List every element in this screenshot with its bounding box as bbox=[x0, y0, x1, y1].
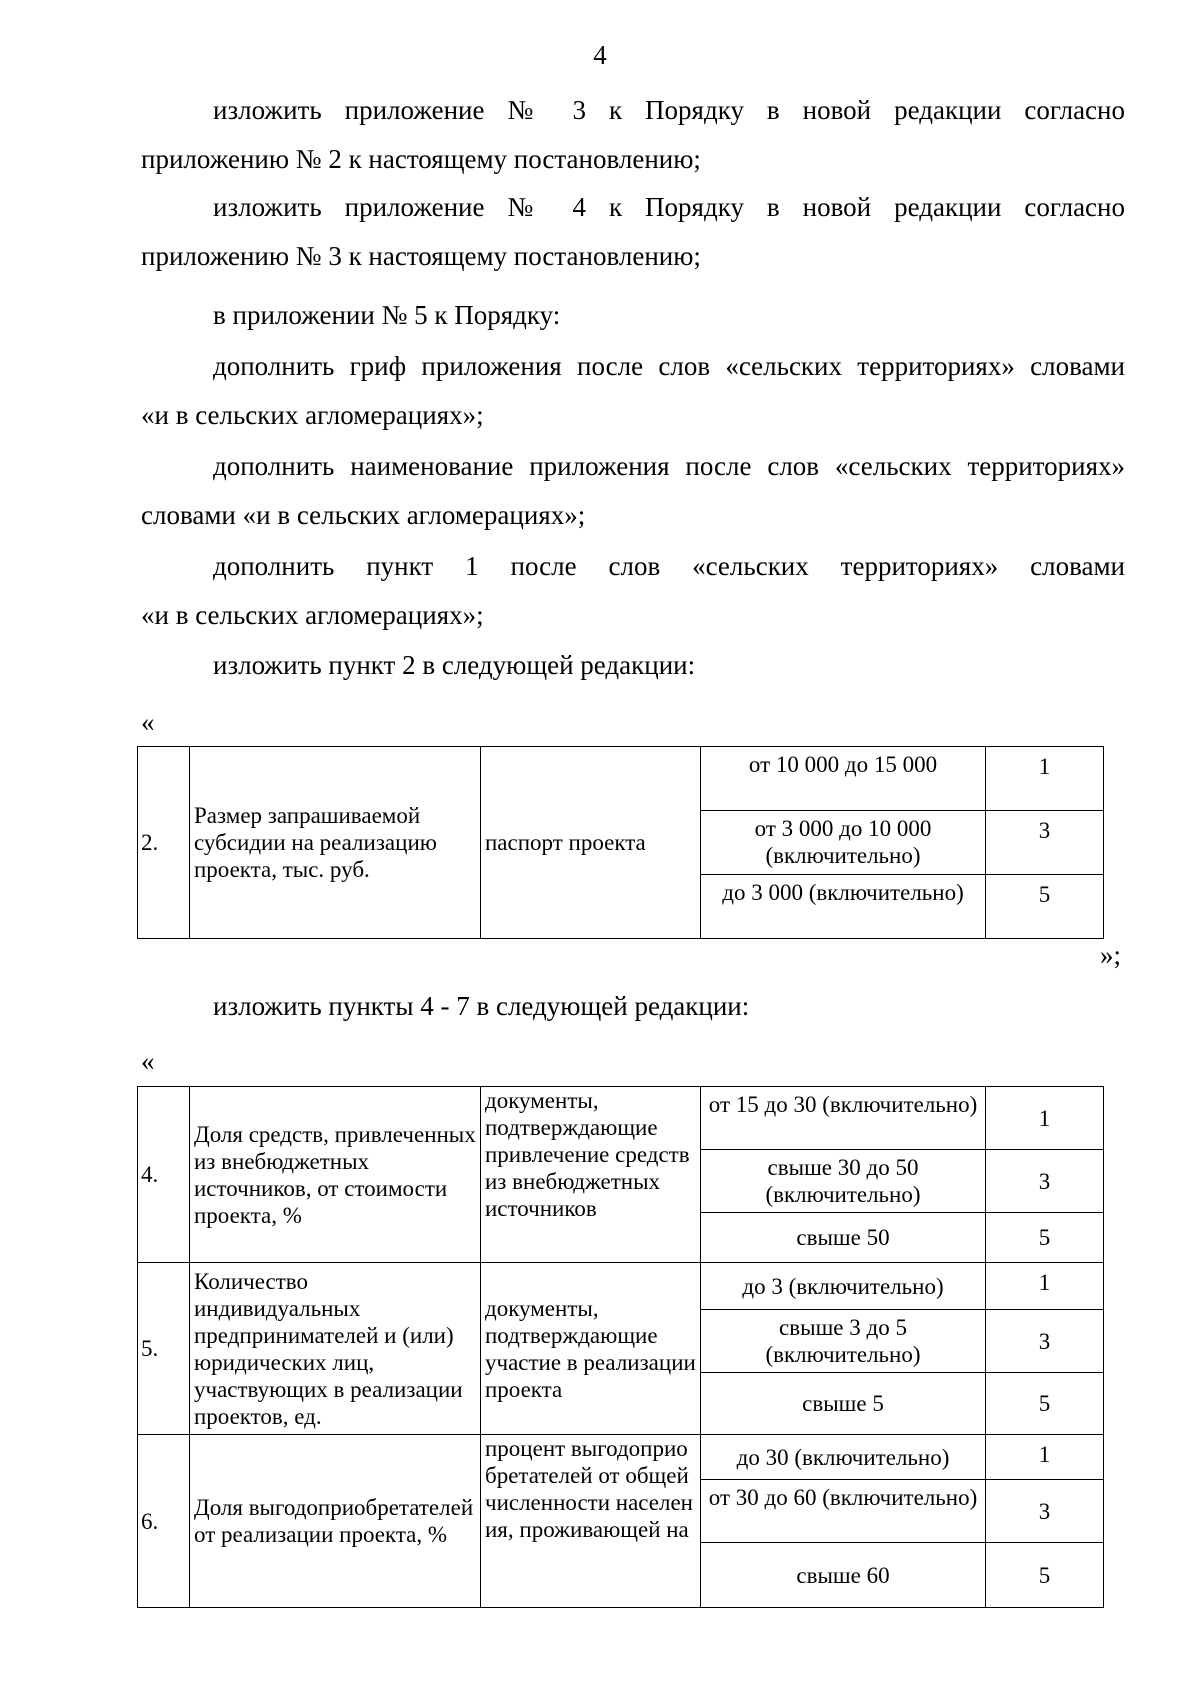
range-cell: до 30 (включительно) bbox=[701, 1435, 986, 1480]
source-cell: процент выгодоприобретателей от общей численности населения, проживающей на bbox=[481, 1435, 701, 1608]
range-cell: свыше 30 до 50 (включительно) bbox=[701, 1150, 986, 1213]
criteria-table-point-2 bbox=[137, 746, 1104, 939]
criterion-cell: Количество индивидуальных предпринимателей и (или) юридических лиц, участвующих в реализации проектов, ед. bbox=[190, 1263, 481, 1435]
criterion-cell: Доля выгодоприобретателей от реализации проекта, % bbox=[190, 1435, 481, 1608]
table-row bbox=[138, 1435, 1104, 1480]
paragraph-annex-3 bbox=[141, 86, 1125, 184]
source-cell: документы, подтверждающие участие в реализации проекта bbox=[481, 1263, 701, 1435]
source-cell: документы, подтверждающие привлечение средств из внебюджетных источников bbox=[481, 1087, 701, 1263]
criteria-table-points-4-7 bbox=[137, 1086, 1104, 1608]
range-cell: до 3 000 (включительно) bbox=[701, 875, 986, 939]
paragraph-point-2: изложить пункт 2 в следующей редакции: bbox=[213, 650, 696, 680]
paragraph-name bbox=[141, 442, 1125, 540]
paragraph-points-4-7: изложить пункты 4 - 7 в следующей редакции: bbox=[213, 991, 750, 1021]
paragraph-line: дополнить гриф приложения после слов «сельских территориях» словами bbox=[213, 351, 1125, 381]
page-number: 4 bbox=[593, 40, 607, 70]
paragraph-line: словами «и в сельских агломерациях»; bbox=[141, 500, 586, 530]
paragraph-line: приложению № 2 к настоящему постановлению; bbox=[141, 144, 701, 174]
criterion-cell: Доля средств, привлеченных из внебюджетных источников, от стоимости проекта, % bbox=[190, 1087, 481, 1263]
paragraph-line: приложению № 3 к настоящему постановлению; bbox=[141, 241, 701, 271]
table-row bbox=[138, 1263, 1104, 1310]
points-cell: 3 bbox=[986, 1310, 1104, 1373]
paragraph-line: изложить приложение № 3 к Порядку в новой редакции согласно bbox=[213, 95, 1125, 125]
paragraph-annex-4 bbox=[141, 183, 1125, 281]
row-number: 2. bbox=[138, 747, 190, 939]
points-cell: 3 bbox=[986, 1150, 1104, 1213]
paragraph-line: дополнить пункт 1 после слов «сельских территориях» словами bbox=[213, 551, 1125, 581]
points-cell: 3 bbox=[986, 811, 1104, 875]
paragraph-line: дополнить наименование приложения после слов «сельских территориях» bbox=[213, 451, 1125, 481]
criterion-cell: Размер запрашиваемой субсидии на реализацию проекта, тыс. руб. bbox=[190, 747, 481, 939]
points-cell: 1 bbox=[986, 1435, 1104, 1480]
paragraph-line: «и в сельских агломерациях»; bbox=[141, 600, 484, 630]
range-cell: свыше 60 bbox=[701, 1543, 986, 1608]
range-cell: свыше 3 до 5 (включительно) bbox=[701, 1310, 986, 1373]
close-quote: »; bbox=[1100, 940, 1122, 970]
points-cell: 5 bbox=[986, 1213, 1104, 1263]
range-cell: свыше 50 bbox=[701, 1213, 986, 1263]
points-cell: 1 bbox=[986, 747, 1104, 811]
range-cell: свыше 5 bbox=[701, 1373, 986, 1435]
range-cell: от 3 000 до 10 000 (включительно) bbox=[701, 811, 986, 875]
paragraph-stamp bbox=[141, 342, 1125, 440]
paragraph-line: изложить приложение № 4 к Порядку в новой редакции согласно bbox=[213, 192, 1125, 222]
points-cell: 1 bbox=[986, 1263, 1104, 1310]
source-cell: паспорт проекта bbox=[481, 747, 701, 939]
paragraph-line: «и в сельских агломерациях»; bbox=[141, 400, 484, 430]
row-number: 4. bbox=[138, 1087, 190, 1263]
points-cell: 5 bbox=[986, 875, 1104, 939]
paragraph-point-1 bbox=[141, 542, 1125, 640]
range-cell: до 3 (включительно) bbox=[701, 1263, 986, 1310]
points-cell: 3 bbox=[986, 1480, 1104, 1543]
row-number: 5. bbox=[138, 1263, 190, 1435]
points-cell: 1 bbox=[986, 1087, 1104, 1150]
range-cell: от 30 до 60 (включительно) bbox=[701, 1480, 986, 1543]
points-cell: 5 bbox=[986, 1543, 1104, 1608]
table-row bbox=[138, 1087, 1104, 1150]
range-cell: от 15 до 30 (включительно) bbox=[701, 1087, 986, 1150]
range-cell: от 10 000 до 15 000 bbox=[701, 747, 986, 811]
row-number: 6. bbox=[138, 1435, 190, 1608]
table-row bbox=[138, 747, 1104, 811]
open-quote: « bbox=[141, 1046, 155, 1076]
points-cell: 5 bbox=[986, 1373, 1104, 1435]
open-quote: « bbox=[141, 707, 155, 737]
paragraph-annex-5: в приложении № 5 к Порядку: bbox=[213, 300, 561, 330]
